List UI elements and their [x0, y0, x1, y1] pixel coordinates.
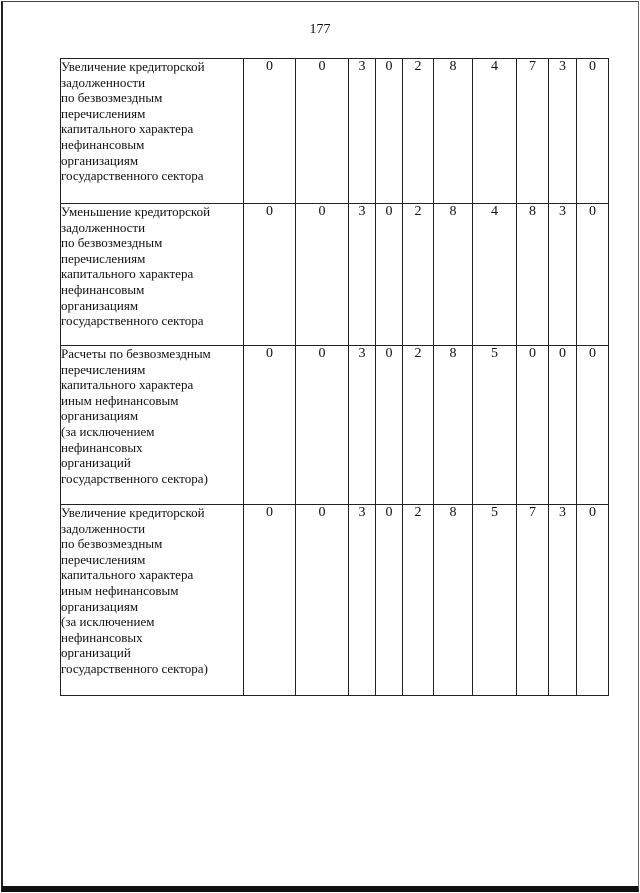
code-digit: 0 — [296, 59, 349, 204]
code-digit: 7 — [517, 59, 549, 204]
code-digit: 8 — [434, 204, 473, 346]
code-digit: 0 — [376, 346, 403, 505]
code-digit: 0 — [376, 505, 403, 696]
code-digit: 0 — [577, 59, 609, 204]
row-label: Увеличение кредиторской задолженности по безвозмездным перечислениям капитального характера нефинансовым организациям государственного сектора — [61, 59, 244, 204]
budget-classification-table — [60, 58, 609, 696]
code-digit: 0 — [376, 204, 403, 346]
code-digit: 0 — [244, 505, 296, 696]
code-digit: 0 — [296, 505, 349, 696]
code-digit: 5 — [473, 505, 517, 696]
table-row — [61, 505, 609, 696]
code-digit: 0 — [244, 59, 296, 204]
code-digit: 4 — [473, 204, 517, 346]
code-digit: 8 — [434, 346, 473, 505]
row-label: Уменьшение кредиторской задолженности по безвозмездным перечислениям капитального характера нефинансовым организациям государственного сектора — [61, 204, 244, 346]
code-digit: 8 — [434, 59, 473, 204]
code-digit: 8 — [517, 204, 549, 346]
code-digit: 0 — [376, 59, 403, 204]
row-label: Увеличение кредиторской задолженности по безвозмездным перечислениям капитального характера иным нефинансовым организациям (за исключением нефинансовых организаций государственного сектора) — [61, 505, 244, 696]
code-digit: 3 — [349, 204, 376, 346]
code-digit: 3 — [549, 505, 577, 696]
code-digit: 0 — [244, 346, 296, 505]
code-digit: 0 — [577, 346, 609, 505]
code-digit: 7 — [517, 505, 549, 696]
table-row — [61, 59, 609, 204]
code-digit: 0 — [549, 346, 577, 505]
code-digit: 0 — [517, 346, 549, 505]
row-label: Расчеты по безвозмездным перечислениям капитального характера иным нефинансовым организациям (за исключением нефинансовых организаций государственного сектора) — [61, 346, 244, 505]
code-digit: 3 — [349, 346, 376, 505]
code-digit: 0 — [296, 346, 349, 505]
page-number: 177 — [309, 22, 331, 37]
code-digit: 4 — [473, 59, 517, 204]
code-digit: 0 — [577, 204, 609, 346]
code-digit: 3 — [349, 59, 376, 204]
table-row — [61, 204, 609, 346]
code-digit: 3 — [549, 204, 577, 346]
table-row — [61, 346, 609, 505]
code-digit: 0 — [244, 204, 296, 346]
code-digit: 3 — [349, 505, 376, 696]
code-digit: 3 — [549, 59, 577, 204]
code-digit: 5 — [473, 346, 517, 505]
code-digit: 0 — [296, 204, 349, 346]
code-digit: 2 — [403, 59, 434, 204]
code-digit: 2 — [403, 505, 434, 696]
code-digit: 0 — [577, 505, 609, 696]
code-digit: 2 — [403, 346, 434, 505]
code-digit: 8 — [434, 505, 473, 696]
code-digit: 2 — [403, 204, 434, 346]
